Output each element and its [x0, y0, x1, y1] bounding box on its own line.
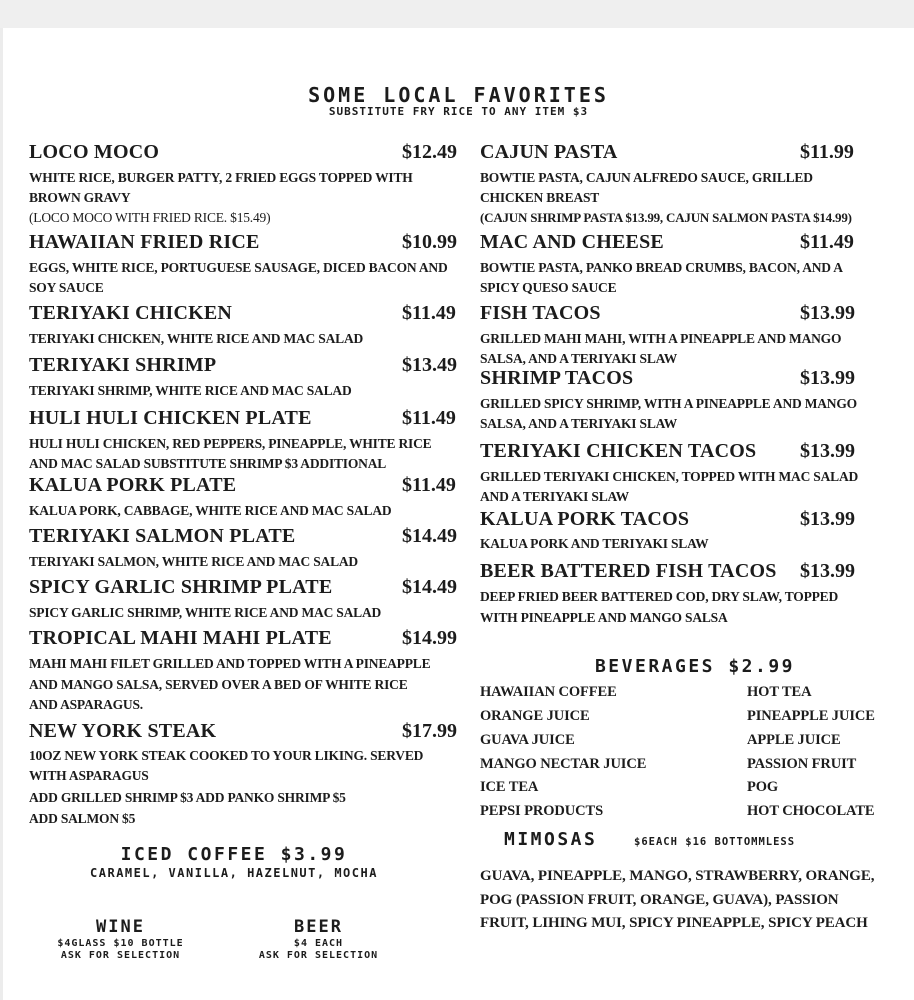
menu-item-name: NEW YORK STEAK	[29, 720, 217, 742]
menu-item-desc: GRILLED SPICY SHRIMP, WITH A PINEAPPLE AND MANGO	[480, 396, 857, 411]
menu-item-price: $14.99	[402, 627, 457, 649]
menu-item-desc: (CAJUN SHRIMP PASTA $13.99, CAJUN SALMON PASTA $14.99)	[480, 210, 852, 225]
beverage-item: ICE TEA	[480, 779, 539, 795]
browser-top-strip	[0, 0, 914, 28]
menu-item-desc: WITH PINEAPPLE AND MANGO SALSA	[480, 610, 728, 625]
beverage-item: HAWAIIAN COFFEE	[480, 684, 617, 700]
beverage-item: PEPSI PRODUCTS	[480, 803, 604, 819]
beverage-item: PINEAPPLE JUICE	[747, 708, 875, 724]
menu-item-desc: KALUA PORK, CABBAGE, WHITE RICE AND MAC SALAD	[29, 503, 392, 518]
menu-item-desc: GRILLED MAHI MAHI, WITH A PINEAPPLE AND MANGO	[480, 331, 842, 346]
menu-item-desc: SPICY GARLIC SHRIMP, WHITE RICE AND MAC SALAD	[29, 605, 382, 620]
menu-item-price: $14.49	[402, 576, 457, 598]
beverage-item: GUAVA JUICE	[480, 732, 575, 748]
menu-item-price: $11.49	[402, 474, 456, 496]
beverage-item: APPLE JUICE	[747, 732, 841, 748]
menu-item-name: TROPICAL MAHI MAHI PLATE	[29, 627, 332, 649]
iced-coffee-flavors: CARAMEL, VANILLA, HAZELNUT, MOCHA	[90, 866, 378, 880]
menu-item-name: TERIYAKI SHRIMP	[29, 354, 217, 376]
menu-item-name: HAWAIIAN FRIED RICE	[29, 231, 260, 253]
menu-item-desc: TERIYAKI CHICKEN, WHITE RICE AND MAC SALAD	[29, 331, 364, 346]
menu-item-desc: AND MANGO SALSA, SERVED OVER A BED OF WHITE RICE	[29, 677, 408, 692]
menu-item-price: $13.99	[800, 560, 855, 582]
menu-item-desc: ADD SALMON $5	[29, 811, 136, 826]
menu-item-desc: SPICY QUESO SAUCE	[480, 280, 617, 295]
menu-item-desc: TERIYAKI SALMON, WHITE RICE AND MAC SALAD	[29, 554, 358, 569]
wine-title: WINE	[96, 917, 145, 937]
menu-item-name: FISH TACOS	[480, 302, 601, 324]
wine-note: ASK FOR SELECTION	[60, 950, 181, 961]
beer-price: $4 EACH	[293, 938, 344, 949]
menu-item-price: $17.99	[402, 720, 457, 742]
wine-price: $4GLASS $10 BOTTLE	[57, 938, 184, 949]
menu-item-desc: MAHI MAHI FILET GRILLED AND TOPPED WITH A PINEAPPLE	[29, 656, 431, 671]
menu-item-price: $13.99	[800, 302, 855, 324]
menu-item-price: $13.99	[800, 367, 855, 389]
menu-item-name: SHRIMP TACOS	[480, 367, 634, 389]
menu-item-desc: BROWN GRAVY	[29, 190, 131, 205]
menu-item-price: $11.99	[800, 141, 854, 163]
menu-item-price: $11.49	[402, 407, 456, 429]
menu-item-desc: BOWTIE PASTA, PANKO BREAD CRUMBS, BACON, AND A	[480, 260, 843, 275]
menu-item-price: $11.49	[402, 302, 456, 324]
beverage-item: ORANGE JUICE	[480, 708, 590, 724]
menu-item-price: $11.49	[800, 231, 854, 253]
mimosa-flavors-line: POG (PASSION FRUIT, ORANGE, GUAVA), PASSION	[480, 892, 839, 908]
beverage-item: MANGO NECTAR JUICE	[480, 756, 647, 772]
beer-title: BEER	[294, 917, 343, 937]
menu-item-desc: 10OZ NEW YORK STEAK COOKED TO YOUR LIKING. SERVED	[29, 748, 424, 763]
menu-item-desc: CHICKEN BREAST	[480, 190, 600, 205]
menu-item-price: $13.99	[800, 508, 855, 530]
menu-item-desc: WHITE RICE, BURGER PATTY, 2 FRIED EGGS TOPPED WITH	[29, 170, 413, 185]
menu-item-name: SPICY GARLIC SHRIMP PLATE	[29, 576, 333, 598]
menu-item-desc: AND A TERIYAKI SLAW	[480, 489, 629, 504]
menu-page	[3, 28, 914, 1000]
menu-item-name: HULI HULI CHICKEN PLATE	[29, 407, 312, 429]
mimosa-flavors-line: FRUIT, LIHING MUI, SPICY PINEAPPLE, SPICY PEACH	[480, 915, 868, 931]
menu-item-desc: (LOCO MOCO WITH FRIED RICE. $15.49)	[29, 210, 271, 225]
iced-coffee-title: ICED COFFEE $3.99	[120, 844, 348, 865]
menu-item-desc: WITH ASPARAGUS	[29, 768, 149, 783]
menu-item-desc: HULI HULI CHICKEN, RED PEPPERS, PINEAPPLE, WHITE RICE	[29, 436, 432, 451]
mimosa-flavors-line: GUAVA, PINEAPPLE, MANGO, STRAWBERRY, ORANGE,	[480, 868, 875, 884]
menu-item-name: KALUA PORK PLATE	[29, 474, 237, 496]
beer-note: ASK FOR SELECTION	[258, 950, 379, 961]
menu-item-desc: SOY SAUCE	[29, 280, 104, 295]
menu-item-desc: BOWTIE PASTA, CAJUN ALFREDO SAUCE, GRILLED	[480, 170, 813, 185]
menu-item-desc: SALSA, AND A TERIYAKI SLAW	[480, 416, 678, 431]
menu-item-desc: AND MAC SALAD SUBSTITUTE SHRIMP $3 ADDITIONAL	[29, 456, 387, 471]
menu-item-price: $13.99	[800, 440, 855, 462]
mimosas-title: MIMOSAS	[504, 829, 598, 850]
beverage-item: HOT TEA	[747, 684, 812, 700]
beverages-title: BEVERAGES $2.99	[594, 656, 796, 677]
beverage-item: HOT CHOCOLATE	[747, 803, 875, 819]
menu-item-name: CAJUN PASTA	[480, 141, 618, 163]
beverage-item: POG	[747, 779, 779, 795]
page-title: SOME LOCAL FAVORITES	[308, 83, 609, 107]
menu-item-desc: KALUA PORK AND TERIYAKI SLAW	[480, 536, 709, 551]
mimosas-price: $6EACH $16 BOTTOMMLESS	[634, 836, 796, 848]
menu-item-desc: GRILLED TERIYAKI CHICKEN, TOPPED WITH MAC SALAD	[480, 469, 859, 484]
menu-item-name: TERIYAKI CHICKEN TACOS	[480, 440, 757, 462]
menu-item-desc: EGGS, WHITE RICE, PORTUGUESE SAUSAGE, DICED BACON AND	[29, 260, 448, 275]
beverage-item: PASSION FRUIT	[747, 756, 857, 772]
menu-item-desc: ADD GRILLED SHRIMP $3 ADD PANKO SHRIMP $5	[29, 790, 346, 805]
menu-item-desc: TERIYAKI SHRIMP, WHITE RICE AND MAC SALAD	[29, 383, 352, 398]
menu-item-desc: AND ASPARAGUS.	[29, 697, 143, 712]
menu-item-desc: SALSA, AND A TERIYAKI SLAW	[480, 351, 678, 366]
menu-item-name: TERIYAKI SALMON PLATE	[29, 525, 296, 547]
menu-item-price: $14.49	[402, 525, 457, 547]
menu-item-price: $12.49	[402, 141, 457, 163]
menu-item-desc: DEEP FRIED BEER BATTERED COD, DRY SLAW, TOPPED	[480, 589, 839, 604]
page-subtitle: SUBSTITUTE FRY RICE TO ANY ITEM $3	[328, 105, 589, 118]
menu-item-price: $13.49	[402, 354, 457, 376]
menu-item-name: MAC AND CHEESE	[480, 231, 664, 253]
menu-item-name: BEER BATTERED FISH TACOS	[480, 560, 777, 582]
menu-item-name: TERIYAKI CHICKEN	[29, 302, 233, 324]
menu-item-name: KALUA PORK TACOS	[480, 508, 690, 530]
menu-item-name: LOCO MOCO	[29, 141, 160, 163]
menu-item-price: $10.99	[402, 231, 457, 253]
